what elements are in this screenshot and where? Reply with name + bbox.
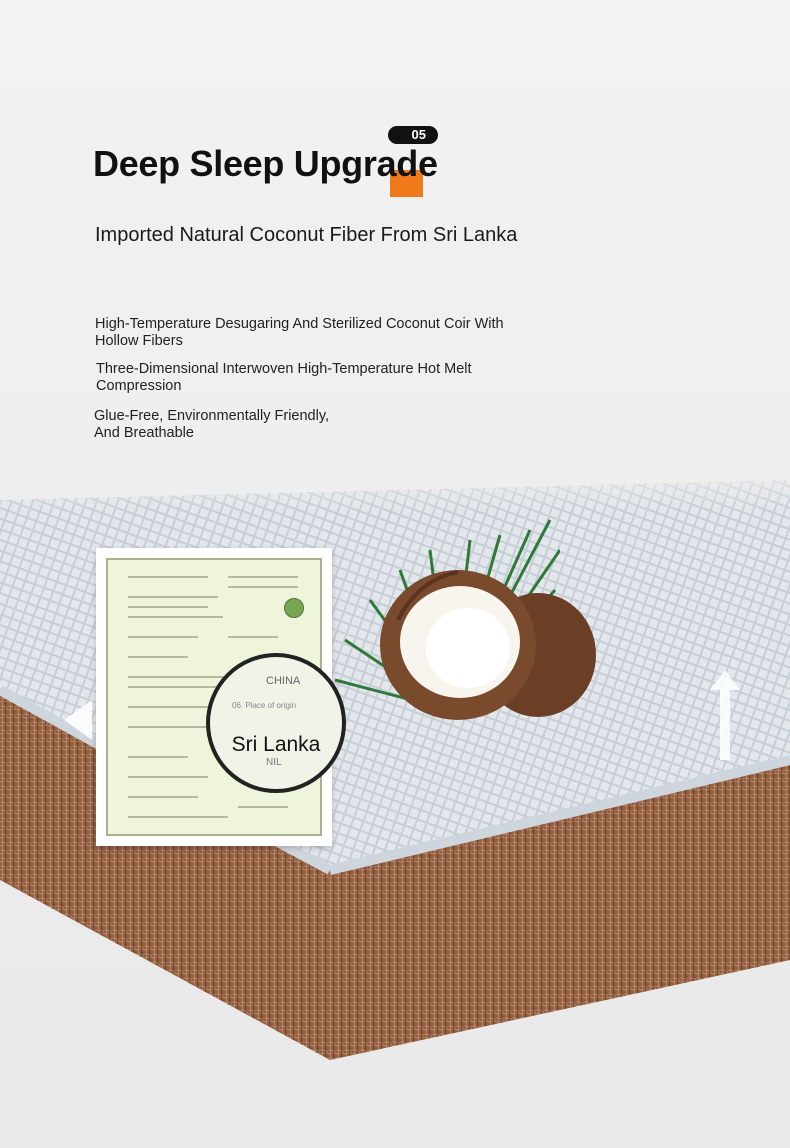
section-number-badge [388, 126, 438, 144]
feature-item-compression: Three-Dimensional Interwoven High-Temperature Hot Melt Compression [96, 361, 472, 394]
magnifier-lens [206, 653, 346, 793]
magnifier-origin-label: 06. Place of origin [232, 701, 297, 710]
magnifier-top-text: CHINA [266, 675, 301, 687]
coconut-icon [378, 560, 598, 725]
left-arrow-icon [64, 700, 92, 740]
feature-item-glue-free: Glue-Free, Environmentally Friendly, And Breathable [94, 408, 330, 441]
certificate-seal-icon [284, 598, 304, 618]
magnifier-bottom-text: NIL [266, 757, 282, 768]
page-title: Deep Sleep Upgrade [93, 143, 438, 184]
page-subtitle: Imported Natural Coconut Fiber From Sri Lanka [95, 224, 518, 246]
section-number: 05 [411, 127, 426, 142]
up-arrow-icon [710, 670, 740, 760]
origin-country: Sri Lanka [231, 733, 321, 756]
feature-item-desugaring: High-Temperature Desugaring And Sterilized Coconut Coir With Hollow Fibers [95, 316, 504, 349]
